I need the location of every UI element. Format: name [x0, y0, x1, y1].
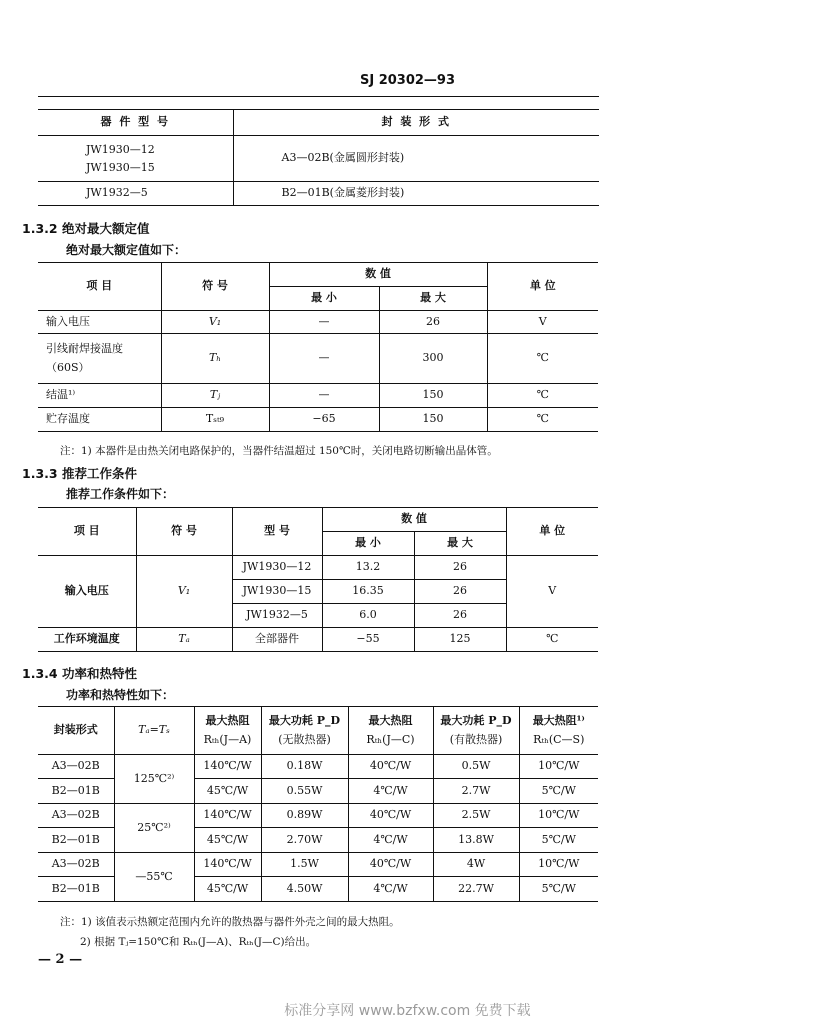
- section-heading-134: 1.3.4 功率和热特性: [22, 666, 137, 681]
- header-rule: [38, 96, 599, 97]
- rja-cell: 140℃/W: [194, 755, 261, 779]
- symbol-cell: Tₐ: [136, 628, 232, 652]
- note-134-2: 2) 根据 Tⱼ=150℃和 Rₜₕ(J—A)、Rₜₕ(J—C)给出。: [80, 936, 317, 948]
- package-cell: A3—02B: [38, 853, 114, 877]
- header-rth-ja: [194, 707, 261, 755]
- rja-cell: 45℃/W: [194, 828, 261, 853]
- section-intro-133: 推荐工作条件如下：: [66, 487, 175, 501]
- header-item: 项 目: [38, 263, 161, 311]
- pd1-cell: 1.5W: [261, 853, 348, 877]
- header-value: 数 值: [269, 263, 487, 287]
- header-min: 最 小: [269, 287, 379, 311]
- package-cell: B2—01B: [38, 877, 114, 902]
- item-cell: 工作环境温度: [38, 628, 136, 652]
- note-132: 注：1) 本器件是由热关闭电路保护的，当器件结温超过 150℃时，关闭电路切断输出晶体管。: [60, 445, 498, 457]
- header-line: Rₜₕ(J—C): [366, 732, 415, 746]
- package-cell: B2—01B: [38, 828, 114, 853]
- min-cell: 13.2: [322, 556, 414, 580]
- header-line: 最大热阻: [368, 713, 413, 727]
- rcs-cell: 10℃/W: [538, 759, 580, 773]
- unit-cell: ℃: [546, 632, 559, 646]
- max-cell: 26: [414, 580, 506, 604]
- header-line: Rₜₕ(C—S): [533, 732, 585, 746]
- rcs-cell: 10℃/W: [538, 808, 580, 822]
- symbol-cell: Tₛₜ₉: [161, 408, 269, 432]
- min-cell: —: [269, 334, 379, 384]
- package-cell: A3—02B: [38, 804, 114, 828]
- recommended-conditions-table: [38, 507, 598, 652]
- header-package: 封装形式: [38, 707, 114, 755]
- max-cell: 125: [414, 628, 506, 652]
- rjc-cell: 40℃/W: [348, 755, 433, 779]
- header-rth-jc: [348, 707, 433, 755]
- header-line: 最大热阻: [205, 713, 250, 727]
- header-max: 最 大: [379, 287, 487, 311]
- model-name: JW1930—15: [86, 160, 155, 174]
- header-model: 型 号: [232, 508, 322, 556]
- thermal-table: [38, 706, 598, 902]
- header-value: 数 值: [322, 508, 506, 532]
- model-cell: JW1932—5: [232, 604, 322, 628]
- pd2-cell: 0.5W: [433, 755, 519, 779]
- header-rth-cs: [519, 707, 598, 755]
- rjc-cell: 4℃/W: [348, 828, 433, 853]
- header-line: (无散热器): [278, 732, 331, 746]
- pd2-cell: 2.5W: [433, 804, 519, 828]
- model-cell: 全部器件: [232, 628, 322, 652]
- unit-cell: V: [538, 314, 547, 328]
- header-line: (有散热器): [449, 732, 503, 746]
- section-heading-132: 1.3.2 绝对最大额定值: [22, 221, 150, 236]
- max-cell: 150: [379, 384, 487, 408]
- rcs-cell: 5℃/W: [541, 832, 576, 846]
- page-number: — 2 —: [38, 952, 83, 967]
- min-cell: −55: [322, 628, 414, 652]
- pd1-cell: 0.18W: [261, 755, 348, 779]
- rcs-cell: 5℃/W: [541, 881, 576, 895]
- absolute-max-table: [38, 262, 598, 432]
- header-symbol: 符 号: [161, 263, 269, 311]
- header-line: 最大功耗 P_D: [440, 713, 512, 727]
- model-cell: JW1932—5: [38, 182, 233, 206]
- symbol-cell: Tₕ: [161, 334, 269, 384]
- rcs-cell: 5℃/W: [541, 783, 576, 797]
- item-cell: 输入电压: [38, 556, 136, 628]
- item-cell: 输入电压: [38, 311, 161, 334]
- note-134-1: 注：1) 该值表示热额定范围内允许的散热器与器件外壳之间的最大热阻。: [60, 916, 400, 928]
- pd2-cell: 2.7W: [433, 779, 519, 804]
- min-cell: 6.0: [322, 604, 414, 628]
- unit-cell: ℃: [536, 388, 549, 402]
- pd1-cell: 4.50W: [261, 877, 348, 902]
- rjc-cell: 40℃/W: [348, 853, 433, 877]
- item-cell: 贮存温度: [38, 408, 161, 432]
- symbol-cell: V₁: [161, 311, 269, 334]
- pd2-cell: 13.8W: [433, 828, 519, 853]
- model-cell: [38, 136, 233, 182]
- temp-cell: 25℃²⁾: [114, 804, 194, 853]
- unit-cell: ℃: [536, 412, 549, 426]
- rja-cell: 140℃/W: [194, 853, 261, 877]
- section-intro-134: 功率和热特性如下：: [66, 688, 175, 702]
- rja-cell: 45℃/W: [194, 779, 261, 804]
- header-unit: 单 位: [529, 279, 556, 293]
- rcs-cell: 10℃/W: [538, 857, 580, 871]
- pd1-cell: 0.55W: [261, 779, 348, 804]
- header-symbol: 符 号: [136, 508, 232, 556]
- symbol-cell: V₁: [136, 556, 232, 628]
- max-cell: 150: [379, 408, 487, 432]
- pd2-cell: 22.7W: [433, 877, 519, 902]
- header-item: 项 目: [38, 508, 136, 556]
- header-min: 最 小: [322, 532, 414, 556]
- col-header-model: 器 件 型 号: [38, 110, 233, 136]
- package-table: [38, 109, 599, 206]
- header-temp: Tₐ=Tₛ: [114, 707, 194, 755]
- header-line: 最大功耗 P_D: [268, 713, 341, 727]
- temp-cell: 125℃²⁾: [114, 755, 194, 804]
- item-cell: 结温¹⁾: [38, 384, 161, 408]
- unit-cell: V: [548, 584, 557, 598]
- max-cell: 26: [379, 311, 487, 334]
- min-cell: —: [269, 384, 379, 408]
- rja-cell: 45℃/W: [194, 877, 261, 902]
- min-cell: —: [269, 311, 379, 334]
- header-max: 最 大: [414, 532, 506, 556]
- col-header-package: 封 装 形 式: [381, 115, 451, 129]
- watermark: 标准分享网 www.bzfxw.com 免费下载: [284, 1003, 531, 1019]
- header-pd-nosink: [261, 707, 348, 755]
- rja-cell: 140℃/W: [194, 804, 261, 828]
- header-pd-sink: [433, 707, 519, 755]
- header-line: Rₜₕ(J—A): [203, 732, 252, 746]
- section-intro-132: 绝对最大额定值如下：: [66, 243, 187, 257]
- model-cell: JW1930—12: [232, 556, 322, 580]
- unit-cell: ℃: [536, 351, 549, 365]
- pd2-cell: 4W: [433, 853, 519, 877]
- model-name: JW1930—12: [86, 142, 155, 156]
- package-cell: A3—02B: [38, 755, 114, 779]
- item-cell: 引线耐焊接温度 （60S）: [38, 334, 161, 384]
- model-cell: JW1930—15: [232, 580, 322, 604]
- max-cell: 26: [414, 556, 506, 580]
- standard-number: SJ 20302—93: [359, 73, 456, 88]
- min-cell: 16.35: [322, 580, 414, 604]
- package-cell: A3—02B(金属圆形封装): [281, 151, 405, 165]
- temp-cell: —55℃: [114, 853, 194, 902]
- rjc-cell: 40℃/W: [348, 804, 433, 828]
- section-heading-133: 1.3.3 推荐工作条件: [22, 466, 137, 481]
- rjc-cell: 4℃/W: [348, 877, 433, 902]
- rjc-cell: 4℃/W: [348, 779, 433, 804]
- package-cell: B2—01B: [38, 779, 114, 804]
- symbol-cell: Tⱼ: [161, 384, 269, 408]
- header-unit: 单 位: [539, 524, 566, 538]
- max-cell: 26: [414, 604, 506, 628]
- min-cell: −65: [269, 408, 379, 432]
- package-cell: B2—01B(金属菱形封装): [281, 186, 405, 200]
- header-line: 最大热阻¹⁾: [532, 713, 585, 727]
- pd1-cell: 2.70W: [261, 828, 348, 853]
- pd1-cell: 0.89W: [261, 804, 348, 828]
- max-cell: 300: [379, 334, 487, 384]
